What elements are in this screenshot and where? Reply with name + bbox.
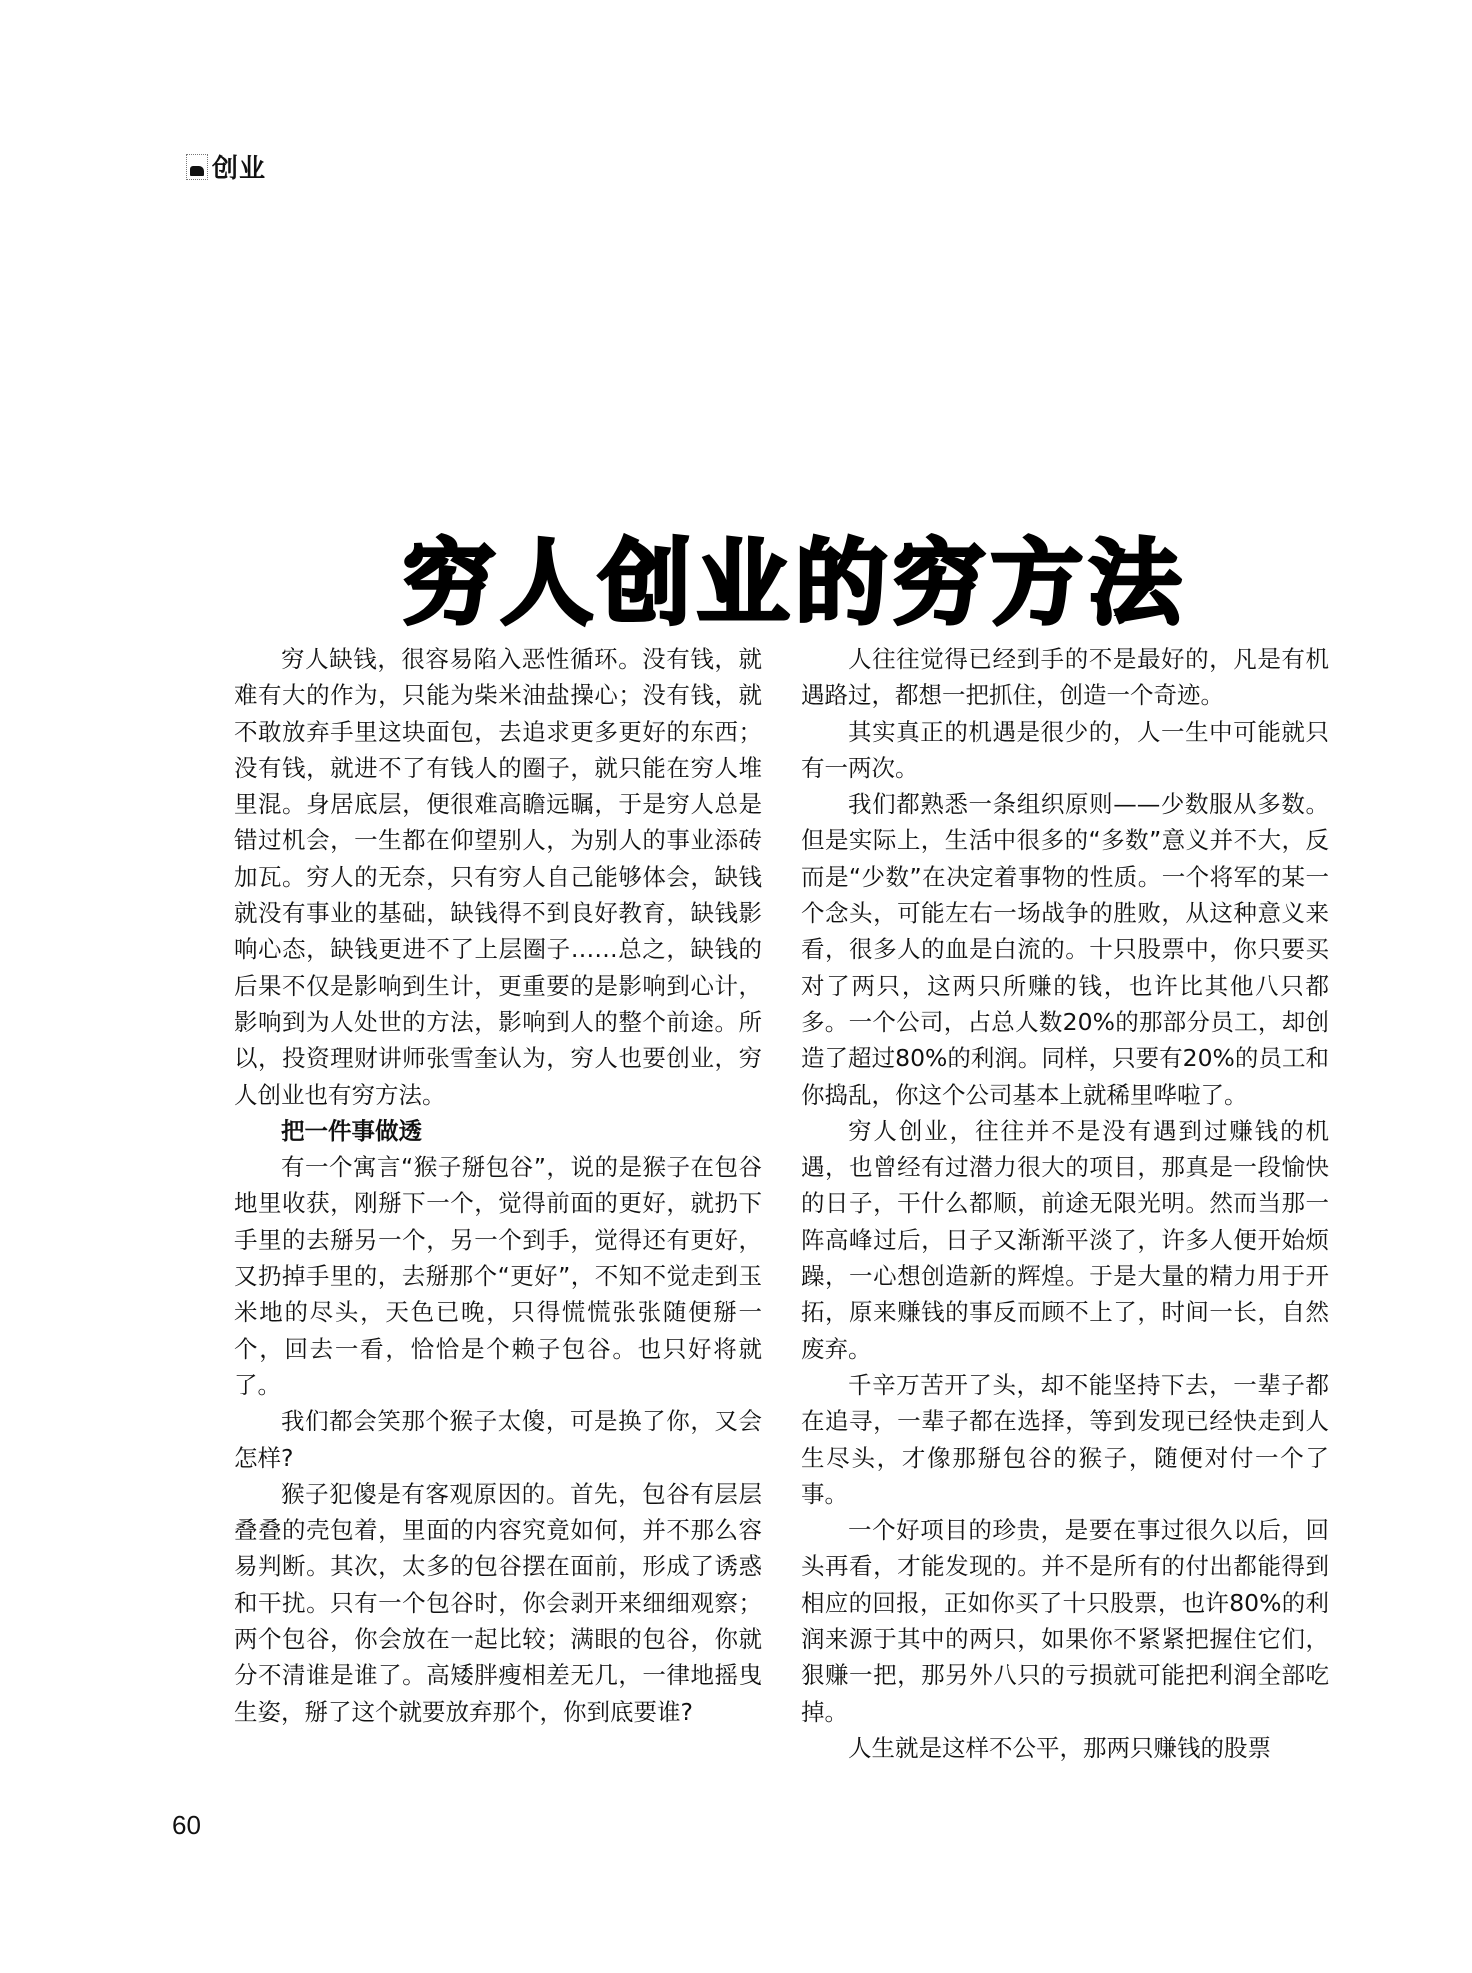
paragraph: 人生就是这样不公平，那两只赚钱的股票: [848, 1733, 1271, 1762]
left-column: [234, 641, 762, 1730]
paragraph: 穷人创业，往往并不是没有遇到过赚钱的机遇，也曾经有过潜力很大的项目，那真是一段愉快的日子，干什么都顺，前途无限光明。然而当那一阵高峰过后，日子又渐渐平淡了，许多人便开始烦躁，一心想创造新的辉煌。于是大量的精力用于开拓，原来赚钱的事反而顾不上了，时间一长，自然废弃。: [801, 1116, 1329, 1363]
paragraph: 千辛万苦开了头，却不能坚持下去，一辈子都在追寻，一辈子都在选择，等到发现已经快走到人生尽头，才像那掰包谷的猴子，随便对付一个了事。: [801, 1370, 1329, 1508]
paragraph: 穷人缺钱，很容易陷入恶性循环。没有钱，就难有大的作为，只能为柴米油盐操心；没有钱，就不敢放弃手里这块面包，去追求更多更好的东西；没有钱，就进不了有钱人的圈子，就只能在穷人堆里混。身居底层，便很难高瞻远瞩，于是穷人总是错过机会，一生都在仰望别人，为别人的事业添砖加瓦。穷人的无奈，只有穷人自己能够体会，缺钱就没有事业的基础，缺钱得不到良好教育，缺钱影响心态，缺钱更进不了上层圈子……总之，缺钱的后果不仅是影响到生计，更重要的是影响到心计，影响到为人处世的方法，影响到人的整个前途。所以，投资理财讲师张雪奎认为，穷人也要创业，穷人创业也有穷方法。: [234, 645, 762, 1109]
paragraph: 猴子犯傻是有客观原因的。首先，包谷有层层叠叠的壳包着，里面的内容究竟如何，并不那么容易判断。其次，太多的包谷摆在面前，形成了诱惑和干扰。只有一个包谷时，你会剥开来细细观察；两个包谷，你会放在一起比较；满眼的包谷，你就分不清谁是谁了。高矮胖瘦相差无几，一律地摇曳生姿，掰了这个就要放弃那个，你到底要谁?: [234, 1479, 762, 1726]
paragraph: 一个好项目的珍贵，是要在事过很久以后，回头再看，才能发现的。并不是所有的付出都能得到相应的回报，正如你买了十只股票，也许80%的利润来源于其中的两只，如果你不紧紧把握住它们，狠赚一把，那另外八只的亏损就可能把利润全部吃掉。: [801, 1516, 1329, 1726]
page-number: 60: [172, 1810, 201, 1840]
section-header: [186, 148, 266, 185]
paragraph: 我们都熟悉一条组织原则——少数服从多数。但是实际上，生活中很多的“多数”意义并不大，反而是“少数”在决定着事物的性质。一个将军的某一个念头，可能左右一场战争的胜败，从这种意义来看，很多人的血是白流的。十只股票中，你只要买对了两只，这两只所赚的钱，也许比其他八只都多。一个公司，占总人数20%的那部分员工，却创造了超过80%的利润。同样，只要有20%的员工和你捣乱，你这个公司基本上就稀里哗啦了。: [801, 790, 1329, 1109]
paragraph: 其实真正的机遇是很少的，人一生中可能就只有一两次。: [801, 717, 1329, 782]
right-column: [801, 641, 1329, 1766]
section-label: 创业: [212, 154, 267, 184]
paragraph: 有一个寓言“猴子掰包谷”，说的是猴子在包谷地里收获，刚掰下一个，觉得前面的更好，就扔下手里的去掰另一个，另一个到手，觉得还有更好，又扔掉手里的，去掰那个“更好”，不知不觉走到玉米地的尽头，天色已晚，只得慌慌张张随便掰一个，回去一看，恰恰是个赖子包谷。也只好将就了。: [234, 1153, 762, 1399]
section-marker-icon: [186, 154, 208, 180]
article-title: 穷人创业的穷方法: [402, 529, 1187, 637]
paragraph: 人往往觉得已经到手的不是最好的，凡是有机遇路过，都想一把抓住，创造一个奇迹。: [801, 645, 1329, 710]
paragraph: 我们都会笑那个猴子太傻，可是换了你，又会怎样?: [234, 1407, 762, 1472]
subheading: 把一件事做透: [281, 1116, 422, 1145]
